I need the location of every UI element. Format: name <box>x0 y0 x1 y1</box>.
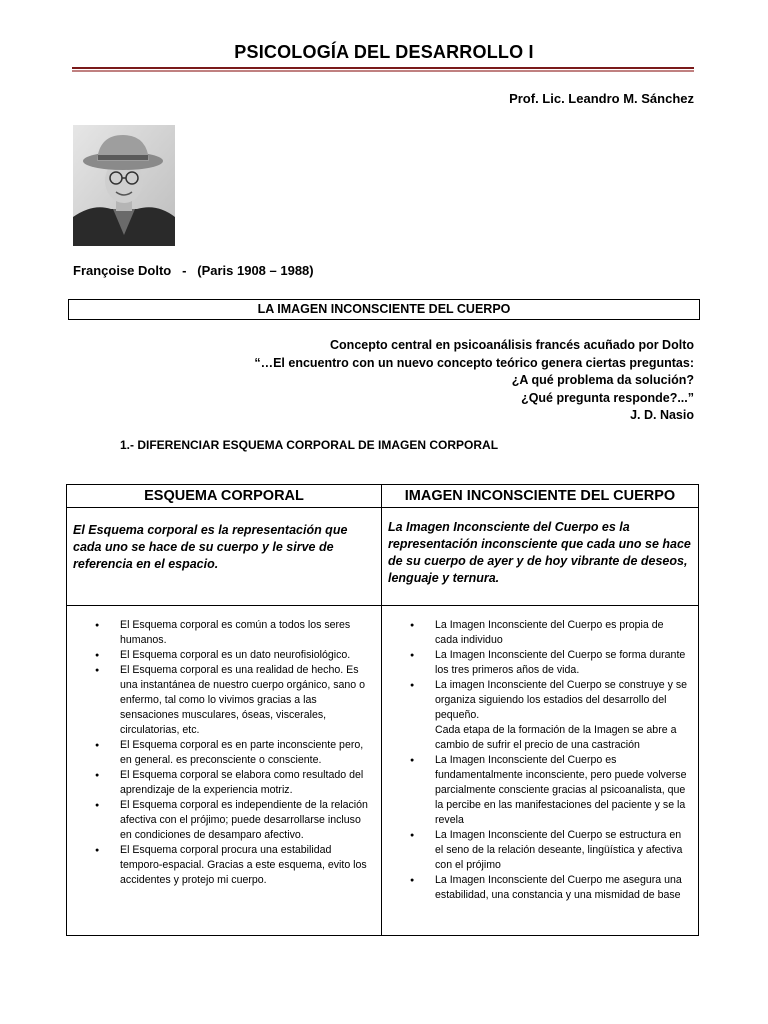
definition-row <box>67 508 699 606</box>
portrait-image <box>73 125 175 246</box>
list-item: ● El Esquema corporal es común a todos los seres humanos. <box>67 618 375 648</box>
list-item-text: La imagen Inconsciente del Cuerpo se construye y se organiza siguiendo los estadios del desarrollo del pequeño. <box>435 679 688 721</box>
epigraph-quote <box>174 337 694 425</box>
characteristics-row <box>67 606 699 936</box>
page-title: PSICOLOGÍA DEL DESARROLLO I <box>234 42 534 62</box>
list-item-text: La Imagen Inconsciente del Cuerpo se estructura en el seno de la relación deseante, lingüística y afectiva con el prójimo <box>435 829 683 871</box>
list-item <box>382 618 692 648</box>
imagen-characteristics-list <box>382 618 692 903</box>
topic-title: LA IMAGEN INCONSCIENTE DEL CUERPO <box>68 299 700 320</box>
quote-line: ¿Qué pregunta responde?...” <box>521 390 694 405</box>
portrait-photo <box>73 125 175 246</box>
portrait-caption: Françoise Dolto - (Paris 1908 – 1988) <box>73 263 314 278</box>
title-divider <box>72 67 694 72</box>
list-item-text: La Imagen Inconsciente del Cuerpo es propia de cada individuo <box>435 619 664 646</box>
list-item-text: La Imagen Inconsciente del Cuerpo es fundamentalmente inconsciente, pero puede volverse parcialmente consciente gracias al psicoanalista, que la percibe en las manifestaciones del paciente y se la revela <box>435 754 687 826</box>
column-header-esquema: ESQUEMA CORPORAL <box>67 485 382 508</box>
professor-name: Prof. Lic. Leandro M. Sánchez <box>509 91 694 106</box>
list-item: ● El Esquema corporal se elabora como resultado del aprendizaje de la experiencia motriz. <box>67 768 375 798</box>
list-item-text: La Imagen Inconsciente del Cuerpo me asegura una estabilidad, una constancia y una mismidad de base <box>435 874 682 901</box>
definition-imagen: La Imagen Inconsciente del Cuerpo es la representación inconsciente que cada uno se hace de su cuerpo de ayer y de hoy vibrante de deseos, lenguaje y ternura. <box>382 508 699 606</box>
quote-line: “…El encuentro con un nuevo concepto teórico genera ciertas preguntas: <box>254 355 694 370</box>
quote-line: ¿A qué problema da solución? <box>511 373 694 387</box>
section-heading: 1.- DIFERENCIAR ESQUEMA CORPORAL DE IMAGEN CORPORAL <box>120 438 499 452</box>
list-item: ● El Esquema corporal es independiente de la relación afectiva con el prójimo; puede desarrollarse incluso en condiciones de desamparo afectivo. <box>67 798 375 843</box>
list-item <box>382 648 692 678</box>
quote-line: Concepto central en psicoanálisis francés acuñado por Dolto <box>330 338 694 352</box>
comparison-table <box>66 484 699 936</box>
list-item <box>382 828 692 873</box>
definition-esquema: El Esquema corporal es la representación que cada uno se hace de su cuerpo y le sirve de referencia en el espacio. <box>67 508 382 606</box>
list-item-note: Cada etapa de la formación de la Imagen se abre a cambio de sufrir el precio de una castración <box>435 724 677 751</box>
list-cell-esquema <box>67 606 382 936</box>
quote-author: J. D. Nasio <box>630 408 694 422</box>
list-item-text: La Imagen Inconsciente del Cuerpo se forma durante los tres primeros años de vida. <box>435 649 686 676</box>
list-item: ● El Esquema corporal es en parte inconsciente pero, en general. es preconsciente o consciente. <box>67 738 375 768</box>
list-item <box>382 873 692 903</box>
column-header-imagen: IMAGEN INCONSCIENTE DEL CUERPO <box>382 485 699 508</box>
esquema-characteristics-list <box>67 618 375 888</box>
list-item <box>382 678 692 753</box>
list-item: ● El Esquema corporal es un dato neurofisiológico. <box>67 648 375 663</box>
list-item <box>382 753 692 828</box>
list-item: ● El Esquema corporal es una realidad de hecho. Es una instantánea de nuestro cuerpo orgánico, sano o enfermo, tal como lo vivimos gracias a las sensaciones musculares, óseas, viscerales, circulatorias, etc. <box>67 663 375 738</box>
table-header-row <box>67 485 699 508</box>
list-item: ● El Esquema corporal procura una estabilidad temporo-espacial. Gracias a este esquema, evito los accidentes y protejo mi cuerpo. <box>67 843 375 888</box>
list-cell-imagen <box>382 606 699 936</box>
